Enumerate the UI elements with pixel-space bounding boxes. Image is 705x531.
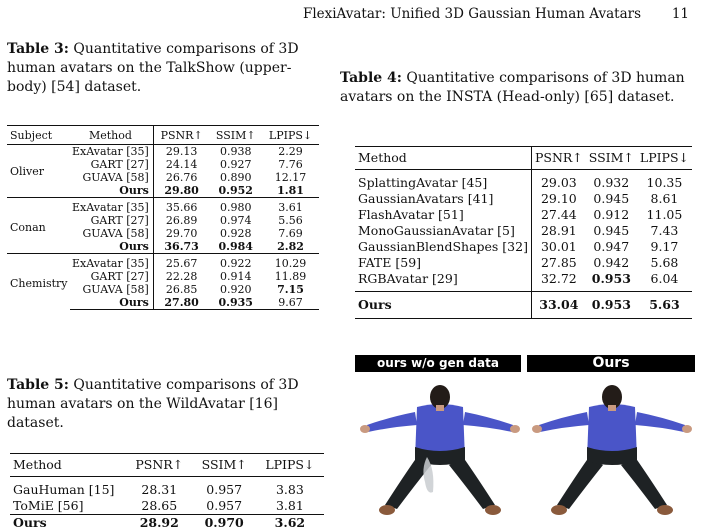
left-hand (532, 425, 542, 433)
table-row-ours: Ours 27.80 0.935 9.67 (7, 296, 319, 310)
table-row: FATE [59] 27.85 0.942 5.68 (355, 255, 692, 271)
table-row: GauHuman [15] 28.31 0.957 3.83 (10, 477, 324, 499)
table-row: ToMiE [56] 28.65 0.957 3.81 (10, 498, 324, 515)
comparison-figure (355, 355, 695, 525)
right-arm (463, 412, 513, 432)
right-hand (682, 425, 692, 433)
table-row-ours: Ours 29.80 0.952 1.81 (7, 184, 319, 198)
col-header: Subject (7, 126, 70, 145)
figure-label-left: ours w/o gen data (355, 355, 521, 372)
table-row: GUAVA [58] 26.85 0.920 7.15 (7, 283, 319, 296)
table-row: GART [27] 22.28 0.914 11.89 (7, 270, 319, 283)
col-header: LPIPS↓ (256, 454, 324, 477)
table-row: SplattingAvatar [45] 29.03 0.932 10.35 (355, 170, 692, 192)
col-header: SSIM↑ (193, 454, 256, 477)
neck (608, 405, 616, 411)
table-row: GUAVA [58] 26.76 0.890 12.17 (7, 171, 319, 184)
neck (436, 405, 444, 411)
table-row: RGBAvatar [29] 32.72 0.953 6.04 (355, 271, 692, 292)
avatar-render-without-gen-data (355, 377, 525, 525)
col-header: Method (355, 147, 531, 170)
table-row: MonoGaussianAvatar [5] 28.91 0.945 7.43 (355, 223, 692, 239)
avatar-render-ours (527, 377, 697, 525)
table-header-row (7, 126, 319, 145)
table-header-row (10, 454, 324, 477)
figure-label-right: Ours (527, 355, 695, 372)
left-leg (385, 457, 431, 509)
table-row: GART [27] 26.89 0.974 5.56 (7, 214, 319, 227)
table-row: Chemistry ExAvatar [35] 25.67 0.922 10.29 (7, 254, 319, 271)
table-row-ours: Ours 36.73 0.984 2.82 (7, 240, 319, 254)
running-title: FlexiAvatar: Unified 3D Gaussian Human Avatars (303, 6, 641, 22)
col-header: SSIM↑ (209, 126, 262, 145)
table-row: GaussianAvatars [41] 29.10 0.945 8.61 (355, 191, 692, 207)
subject-cell: Oliver (7, 145, 70, 198)
table3 (7, 125, 319, 310)
col-header: LPIPS↓ (637, 147, 692, 170)
left-hand (360, 425, 370, 433)
table5-caption: Table 5: Quantitative comparisons of 3D human avatars on the WildAvatar [16] dataset. (7, 376, 327, 433)
table-row: FlashAvatar [51] 27.44 0.912 11.05 (355, 207, 692, 223)
table-row: Conan ExAvatar [35] 35.66 0.980 3.61 (7, 198, 319, 215)
table4-caption: Table 4: Quantitative comparisons of 3D human avatars on the INSTA (Head-only) [65] dataset. (340, 69, 695, 107)
table4 (355, 146, 692, 319)
table5 (10, 453, 324, 531)
subject-cell: Conan (7, 198, 70, 254)
table-row: Oliver ExAvatar [35] 29.13 0.938 2.29 (7, 145, 319, 159)
page-number: 11 (672, 6, 689, 22)
col-header: Method (10, 454, 126, 477)
col-header: PSNR↑ (153, 126, 209, 145)
right-arm (635, 412, 685, 432)
right-hand (510, 425, 520, 433)
table-row: GART [27] 24.14 0.927 7.76 (7, 158, 319, 171)
table-row: GUAVA [58] 29.70 0.928 7.69 (7, 227, 319, 240)
col-header: Method (70, 126, 153, 145)
col-header: PSNR↑ (531, 147, 585, 170)
left-leg (557, 457, 603, 509)
right-leg (621, 457, 667, 509)
right-shoe (657, 505, 673, 515)
col-header: SSIM↑ (586, 147, 637, 170)
left-shoe (379, 505, 395, 515)
table-row-ours: Ours 28.92 0.970 3.62 (10, 515, 324, 531)
page-header (0, 6, 705, 26)
left-arm (539, 412, 589, 432)
left-arm (367, 412, 417, 432)
table3-caption: Table 3: Quantitative comparisons of 3D human avatars on the TalkShow (upper-body) [54] dataset. (7, 40, 325, 97)
table-row-ours: Ours 33.04 0.953 5.63 (355, 292, 692, 319)
table-header-row (355, 147, 692, 170)
left-shoe (551, 505, 567, 515)
table-row: GaussianBlendShapes [32] 30.01 0.947 9.17 (355, 239, 692, 255)
right-leg (449, 457, 495, 509)
right-shoe (485, 505, 501, 515)
col-header: PSNR↑ (126, 454, 193, 477)
col-header: LPIPS↓ (262, 126, 319, 145)
subject-cell: Chemistry (7, 254, 70, 310)
